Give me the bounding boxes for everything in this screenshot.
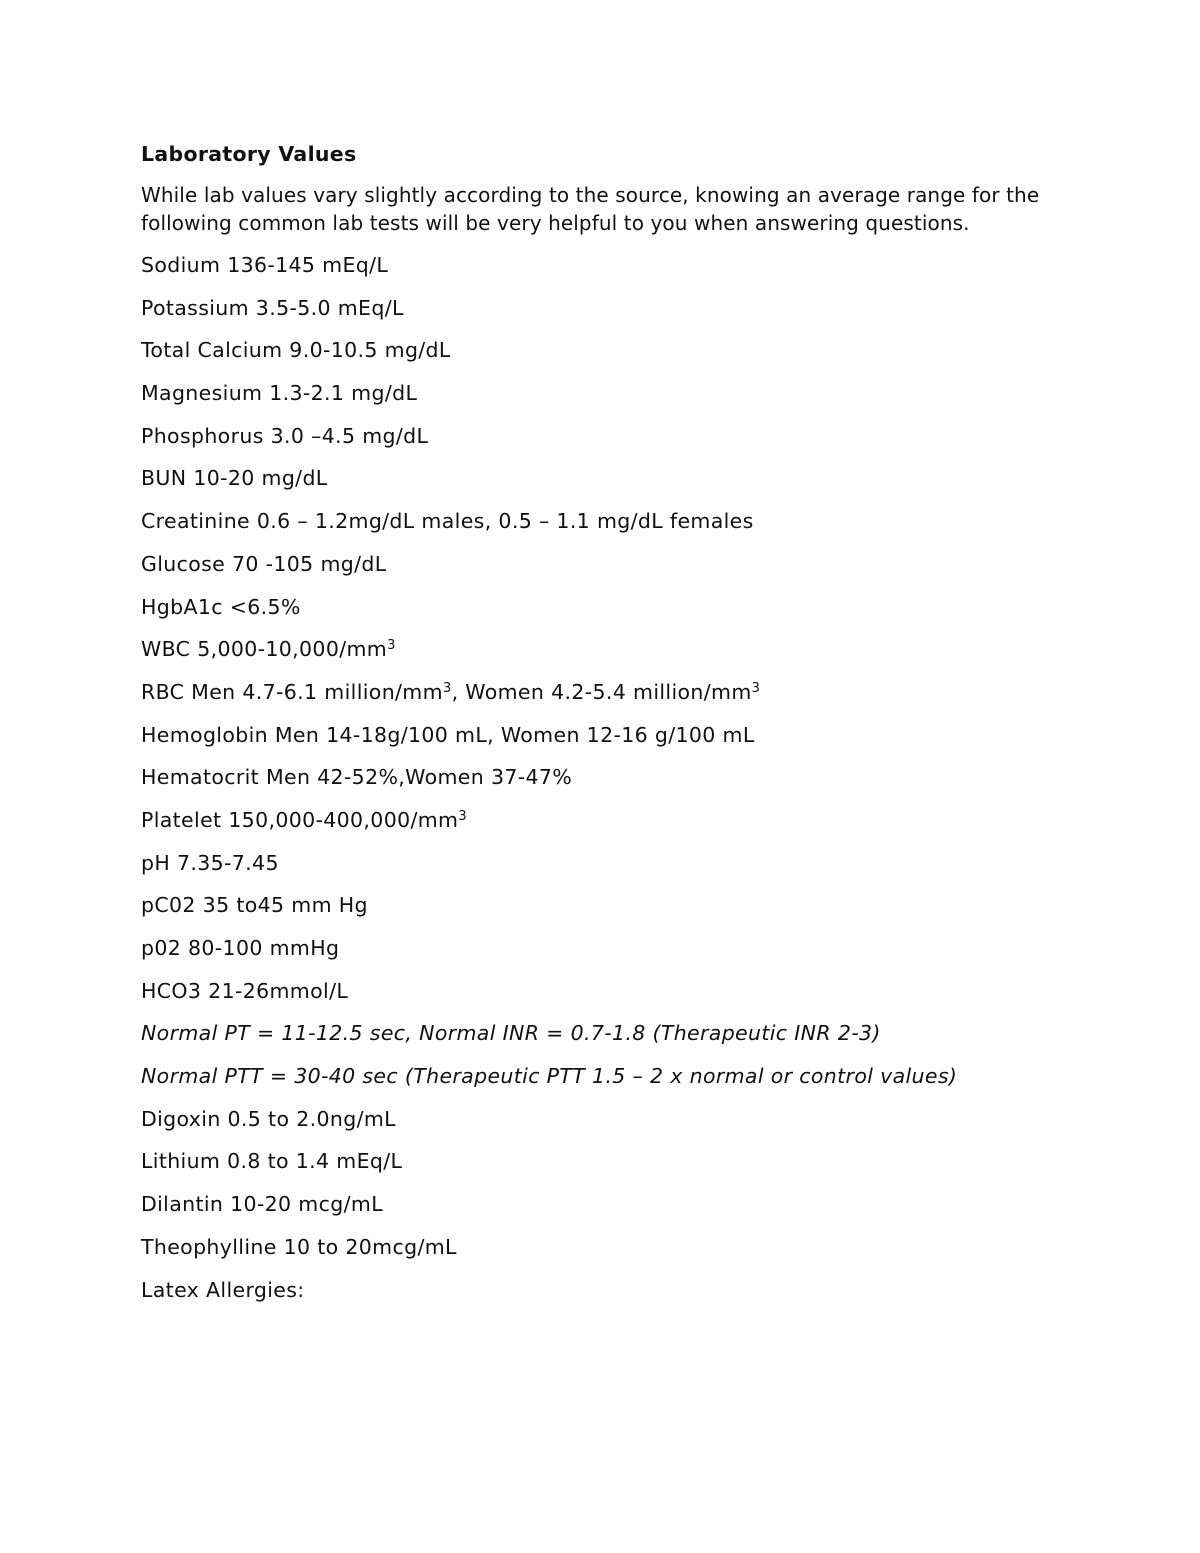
lab-value-text: Normal PT = 11-12.5 sec, Normal INR = 0.7-1.8 (Therapeutic INR 2-3) [141, 1021, 881, 1046]
lab-value-text: Magnesium 1.3-2.1 mg/dL [141, 381, 418, 406]
lab-value-item [141, 294, 1071, 322]
lab-value-text: Digoxin 0.5 to 2.0ng/mL [141, 1106, 396, 1131]
superscript: 3 [751, 680, 761, 696]
intro-paragraph: While lab values vary slightly according to the source, knowing an average range for the following common lab tests will be very helpful to you when answering questions. [141, 183, 1040, 235]
lab-value-item [141, 422, 1071, 450]
document-page [141, 140, 1071, 1304]
lab-value-text: Theophylline 10 to 20mcg/mL [141, 1234, 457, 1259]
lab-value-text-continued: , Women 4.2-5.4 million/mm [451, 679, 752, 704]
latex-allergies-heading: Latex Allergies: [141, 1277, 305, 1302]
superscript: 3 [442, 680, 452, 696]
lab-value-item [141, 593, 1071, 621]
lab-value-text: Glucose 70 -105 mg/dL [141, 551, 387, 576]
lab-value-text: Sodium 136-145 mEq/L [141, 253, 389, 277]
lab-value-item [141, 635, 1071, 663]
superscript: 3 [458, 808, 467, 824]
lab-value-item [141, 891, 1071, 919]
lab-value-text: Lithium 0.8 to 1.4 mEq/L [141, 1149, 403, 1174]
lab-value-text: HCO3 21-26mmol/L [141, 978, 349, 1003]
lab-value-item [141, 1019, 1071, 1047]
lab-value-item [141, 1062, 1071, 1090]
lab-value-text: Hemoglobin Men 14-18g/100 mL, Women 12-16 g/100 mL [141, 722, 755, 747]
lab-value-text: Platelet 150,000-400,000/mm [141, 807, 459, 832]
lab-value-item [141, 379, 1071, 407]
lab-value-item [141, 1190, 1071, 1218]
lab-value-item [141, 806, 1071, 834]
lab-value-text: p02 80-100 mmHg [141, 936, 340, 960]
lab-value-item [141, 849, 1071, 877]
lab-value-item [141, 977, 1071, 1005]
lab-value-text: BUN 10-20 mg/dL [141, 466, 328, 491]
lab-value-item [141, 934, 1071, 962]
lab-value-item [141, 464, 1071, 492]
lab-value-text: pC02 35 to45 mm Hg [141, 893, 368, 918]
lab-value-text: Dilantin 10-20 mcg/mL [141, 1192, 383, 1217]
lab-value-text: HgbA1c <6.5% [141, 594, 301, 619]
lab-value-item [141, 550, 1071, 578]
superscript: 3 [387, 638, 396, 654]
lab-value-item [141, 763, 1071, 791]
lab-value-item [141, 1147, 1071, 1175]
lab-value-item [141, 1105, 1071, 1133]
lab-value-item [141, 336, 1071, 364]
lab-value-text: RBC Men 4.7-6.1 million/mm [141, 679, 443, 704]
lab-value-text: pH 7.35-7.45 [141, 850, 279, 875]
lab-value-text: Phosphorus 3.0 –4.5 mg/dL [141, 423, 429, 448]
document-title: Laboratory Values [141, 142, 357, 166]
lab-value-item [141, 678, 1071, 706]
lab-value-text: Total Calcium 9.0-10.5 mg/dL [141, 338, 451, 363]
lab-value-item [141, 251, 1071, 279]
lab-values-list [141, 251, 1071, 1261]
lab-value-text: Potassium 3.5-5.0 mEq/L [141, 295, 404, 320]
lab-value-text: Creatinine 0.6 – 1.2mg/dL males, 0.5 – 1.1 mg/dL females [141, 509, 754, 534]
lab-value-item [141, 721, 1071, 749]
lab-value-item [141, 507, 1071, 535]
lab-value-item [141, 1233, 1071, 1261]
lab-value-text: Normal PTT = 30-40 sec (Therapeutic PTT 1.5 – 2 x normal or control values) [141, 1064, 958, 1089]
lab-value-text: Hematocrit Men 42-52%,Women 37-47% [141, 765, 573, 790]
lab-value-text: WBC 5,000-10,000/mm [141, 637, 388, 662]
